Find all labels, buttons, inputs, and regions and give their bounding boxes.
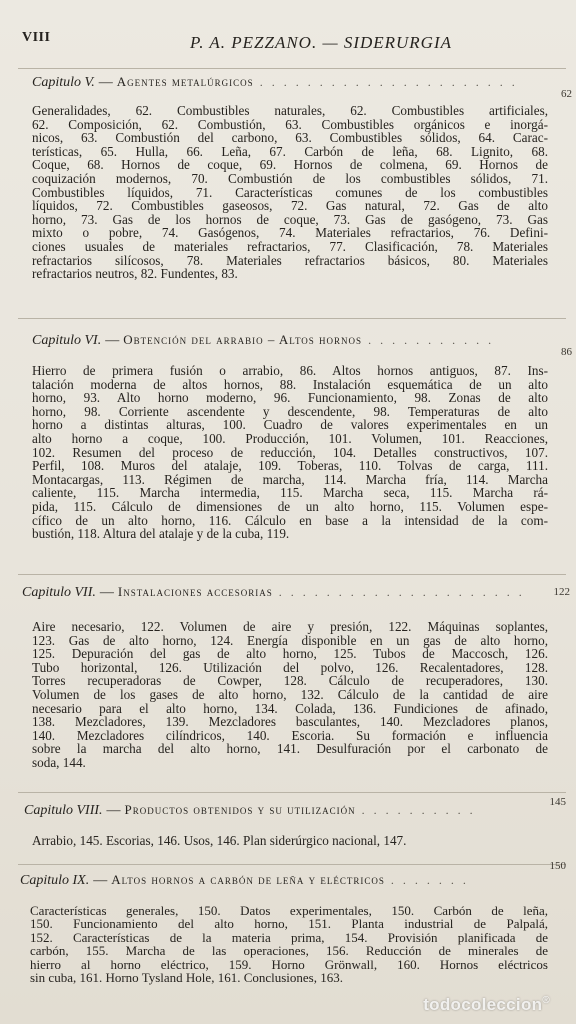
chapter-page: 145 bbox=[549, 796, 566, 808]
chapter-contents bbox=[22, 620, 552, 770]
contents-line: 138. Mezcladores, 139. Mezcladores basculantes, 140. Mezcladores planos, bbox=[32, 714, 548, 730]
chapter-label: Capitulo VIII. bbox=[24, 803, 103, 818]
chapter-page: 122 bbox=[553, 586, 570, 598]
contents-line: 62. Composición, 62. Combustión, 63. Combustibles orgánicos e inorgá- bbox=[32, 116, 548, 132]
contents-line: Arrabio, 145. Escorias, 146. Usos, 146. Plan siderúrgico nacional, 147. bbox=[32, 833, 407, 848]
contents-line: Torres recuperadoras de Cowper, 128. Cálculo de recuperadores, 130. bbox=[32, 673, 548, 689]
contents-line: pida, 115. Cálculo de dimensiones de un alto horno, 115. Volumen espe- bbox=[32, 498, 548, 514]
contents-line: 150. Funcionamiento del alto horno, 151. Planta industrial de Palpalá, bbox=[30, 916, 548, 932]
chapter-viii bbox=[24, 796, 566, 848]
contents-line: Hierro de primera fusión o arrabio, 86. Altos hornos antiguos, 87. Ins- bbox=[32, 363, 548, 378]
contents-line: necesario para el alto horno, 134. Colada, 136. Fundiciones de afinado, bbox=[32, 700, 548, 716]
contents-line: Coque, 68. Hornos de coque, 69. Hornos de colmena, 69. Hornos de bbox=[32, 157, 548, 173]
chapter-page: 86 bbox=[561, 346, 572, 358]
leader-dots: . . . . . . . . . . . bbox=[368, 333, 495, 347]
contents-line: bustión, 118. Altura del atalaje y de la cuba, 119. bbox=[32, 526, 290, 542]
chapter-ix bbox=[20, 860, 566, 986]
contents-line: 140. Mezcladores cilíndricos, 140. Escoria. Su formación e influencia bbox=[32, 727, 548, 743]
chapter-contents bbox=[32, 364, 552, 541]
contents-line: horno, 73. Gas de los hornos de coque, 73. Gas de gasógeno, 73. Gas bbox=[32, 211, 548, 227]
chapter-label: Capitulo VI. bbox=[32, 333, 102, 348]
contents-line: sin cuba, 161. Horno Tysland Hole, 161. Conclusiones, 163. bbox=[30, 970, 343, 986]
contents-line: alto horno a coque, 100. Producción, 101. Volumen, 101. Reacciones, bbox=[32, 430, 548, 446]
contents-line: Generalidades, 62. Combustibles naturales, 62. Combustibles artificiales, bbox=[32, 103, 548, 118]
chapter-subject: Obtención del arrabio – Altos hornos bbox=[123, 332, 363, 347]
contents-line: refractarios silícosos, 78. Materiales refractarios básicos, 80. Materiales bbox=[32, 252, 548, 268]
contents-line: Volumen de los gases de alto horno, 132. Cálculo de la cantidad de aire bbox=[32, 686, 548, 702]
contents-line: líquidos, 72. Combustibles gaseosos, 72. Gas natural, 72. Gas de alto bbox=[32, 198, 548, 214]
dash: — bbox=[93, 873, 108, 888]
contents-line: talación moderna de altos hornos, 88. Instalación esquemática de un alto bbox=[32, 376, 548, 392]
leader-dots: . . . . . . . . . . bbox=[361, 803, 476, 817]
contents-line: 123. Gas de alto horno, 124. Energía disponible en un gas de alto horno, bbox=[32, 632, 548, 648]
contents-line: hierro al horno eléctrico, 159. Horno Grönwall, 160. Hornos eléctricos bbox=[30, 956, 548, 972]
registered-mark: ® bbox=[542, 995, 550, 1006]
chapter-heading bbox=[32, 74, 572, 100]
dash: — bbox=[105, 333, 120, 348]
divider bbox=[18, 792, 566, 793]
chapter-heading bbox=[22, 584, 570, 606]
contents-line: soda, 144. bbox=[32, 754, 86, 770]
chapter-heading bbox=[24, 796, 566, 824]
chapter-subject: Productos obtenidos y su utilización bbox=[124, 802, 356, 817]
contents-line: Perfil, 108. Muros del atalaje, 109. Toberas, 110. Tolvas de carga, 111. bbox=[32, 458, 548, 474]
contents-line: 152. Características de la materia prima, 154. Provisión planificada de bbox=[30, 929, 548, 945]
contents-line: nicos, 63. Combustión del carbono, 63. Combustibles sólidos, 64. Carac- bbox=[32, 130, 548, 146]
contents-line: caliente, 115. Marcha intermedia, 115. Marcha seca, 115. Marcha rá- bbox=[32, 485, 548, 501]
chapter-label: Capitulo V. bbox=[32, 75, 95, 90]
contents-line: Combustibles líquidos, 71. Características comunes de los combustibles bbox=[32, 184, 548, 200]
contents-line: Tubo horizontal, 126. Utilización del polvo, 126. Recalentadores, 128. bbox=[32, 659, 548, 675]
contents-line: horno a distintas alturas, 100. Cuadro de valores experimentales en un bbox=[32, 417, 548, 433]
dash: — bbox=[99, 585, 114, 600]
chapter-subject: Altos hornos a carbón de leña y eléctricos bbox=[111, 872, 385, 887]
dash: — bbox=[106, 803, 121, 818]
leader-dots: . . . . . . . bbox=[390, 873, 469, 887]
contents-line: cífico de un alto horno, 116. Cálculo en base a la intensidad de la com- bbox=[32, 512, 548, 528]
chapter-subject: Instalaciones accesorias bbox=[117, 584, 273, 599]
chapter-heading bbox=[32, 332, 572, 358]
contents-line: coquización modernos, 70. Combustión de los combustibles sólidos, 71. bbox=[32, 170, 548, 186]
contents-line: Aire necesario, 122. Volumen de aire y presión, 122. Máquinas soplantes, bbox=[32, 619, 548, 634]
contents-line: carbón, 155. Marcha de las operaciones, 156. Reducción de minerales de bbox=[30, 943, 548, 959]
page-number: VIII bbox=[22, 30, 51, 45]
contents-line: Montacargas, 113. Régimen de marcha, 114. Marcha fría, 114. Marcha bbox=[32, 471, 548, 487]
contents-line: 102. Resumen del proceso de reducción, 104. Detalles constructivos, 107. bbox=[32, 444, 548, 460]
chapter-contents bbox=[32, 104, 552, 281]
contents-line: horno, 93. Alto horno moderno, 96. Funcionamiento, 98. Zonas de alto bbox=[32, 390, 548, 406]
chapter-page: 150 bbox=[549, 860, 566, 872]
chapter-label: Capitulo VII. bbox=[22, 585, 96, 600]
chapter-vi bbox=[32, 332, 572, 542]
chapter-contents bbox=[24, 834, 552, 848]
contents-line: terísticas, 65. Hulla, 66. Leña, 67. Carbón de leña, 68. Lignito, 68. bbox=[32, 143, 548, 159]
chapter-heading bbox=[20, 860, 566, 894]
contents-line: horno, 98. Corriente ascendente y descendente, 98. Temperaturas de alto bbox=[32, 403, 548, 419]
chapter-contents bbox=[20, 904, 552, 984]
running-title: P. A. PEZZANO. — SIDERURGIA bbox=[190, 33, 453, 52]
chapter-v bbox=[32, 74, 572, 282]
divider bbox=[18, 574, 566, 575]
chapter-subject: Agentes metalúrgicos bbox=[116, 74, 254, 89]
watermark-logo bbox=[423, 995, 550, 1015]
contents-line: Características generales, 150. Datos experimentales, 150. Carbón de leña, bbox=[30, 903, 548, 918]
divider bbox=[18, 864, 566, 865]
chapter-vii bbox=[22, 584, 570, 770]
dash: — bbox=[98, 75, 113, 90]
contents-line: ciones usuales de materiales refractarios, 77. Clasificación, 78. Materiales bbox=[32, 238, 548, 254]
leader-dots: . . . . . . . . . . . . . . . . . . . . . bbox=[278, 585, 525, 599]
divider bbox=[18, 68, 566, 69]
divider bbox=[18, 318, 566, 319]
chapter-page: 62 bbox=[561, 88, 572, 100]
contents-line: sobre la marcha del alto horno, 141. Desulfuración por el carbonato de bbox=[32, 741, 548, 757]
contents-line: 125. Depuración del gas de alto horno, 125. Tubos de Maccosch, 126. bbox=[32, 646, 548, 662]
chapter-label: Capitulo IX. bbox=[20, 873, 90, 888]
contents-line: mixto o pobre, 74. Gasógenos, 74. Materiales refractarios, 76. Defini- bbox=[32, 225, 548, 241]
contents-line: refractarios neutros, 82. Fundentes, 83. bbox=[32, 266, 238, 282]
watermark-text: todocoleccion bbox=[423, 995, 543, 1014]
leader-dots: . . . . . . . . . . . . . . . . . . . . . . bbox=[259, 75, 518, 89]
